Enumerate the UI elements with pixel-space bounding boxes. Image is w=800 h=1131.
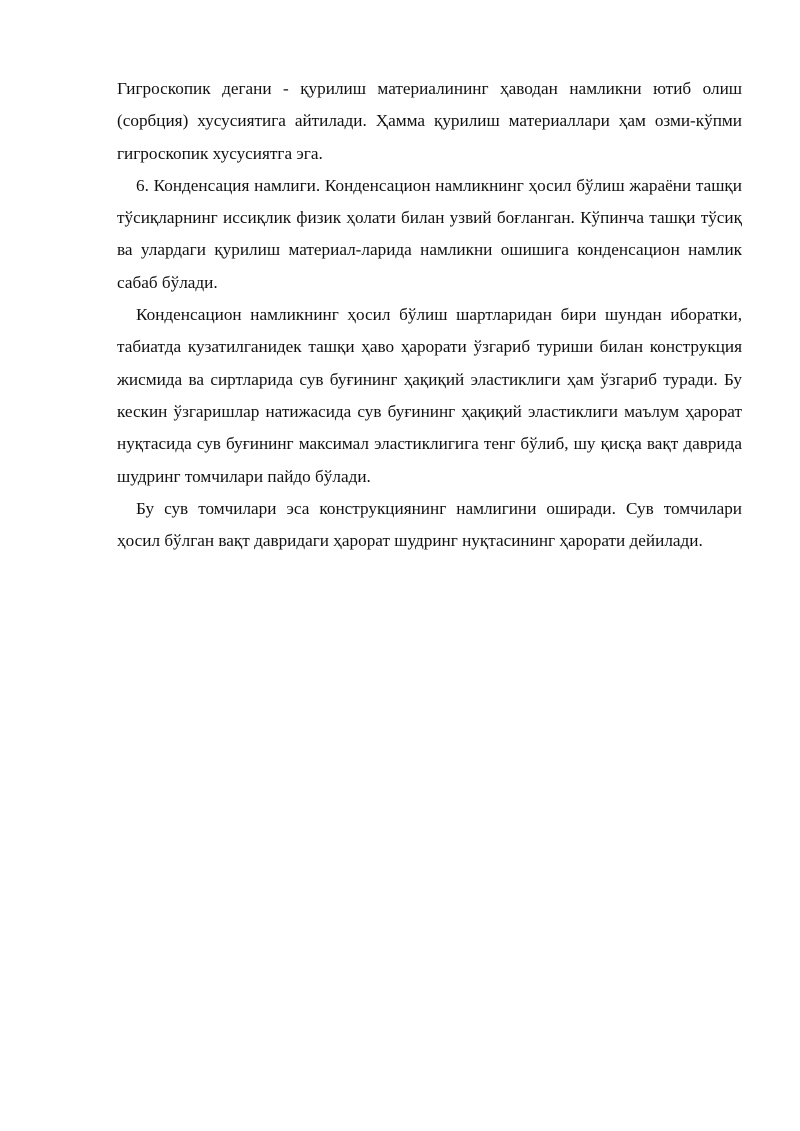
paragraph-dew-point: Бу сув томчилари эса конструкциянинг намлигини оширади. Сув томчилари ҳосил бўлган вақт давридаги ҳарорат шудринг нуқтасининг ҳарорати дейилади.	[117, 498, 742, 551]
paragraph-condensation-conditions: Конденсацион намликнинг ҳосил бўлиш шартларидан бири шундан иборатки, табиатда кузатилганидек ташқи ҳаво ҳарорати ўзгариб туриши билан конструкция жисмида ва сиртларида сув буғининг ҳақиқий эластиклиги ҳам ўзгариб туради. Бу кескин ўзгаришлар натижасида сув буғининг ҳақиқий эластиклиги маълум ҳарорат нуқтасида сув буғининг максимал эластиклигига тенг бўлиб, шу қисқа вақт даврида шудринг томчилари пайдо бўлади.	[117, 305, 742, 486]
paragraph-hygroscopic-definition: Гигроскопик дегани - қурилиш материалининг ҳаводан намликни ютиб олиш (сорбция) хусусиятига айтилади. Ҳамма қурилиш материаллари ҳам озми-кўпми гигроскопик хусусиятга эга.	[117, 79, 742, 163]
paragraph-condensation-moisture: 6. Конденсация намлиги. Конденсацион намликнинг ҳосил бўлиш жараёни ташқи тўсиқларнинг иссиқлик физик ҳолати билан узвий боғланган. Кўпинча ташқи тўсиқ ва улардаги қурилиш материал-ларида намликни ошишига конденсацион намлик сабаб бўлади.	[117, 175, 742, 292]
document-body	[117, 73, 742, 557]
